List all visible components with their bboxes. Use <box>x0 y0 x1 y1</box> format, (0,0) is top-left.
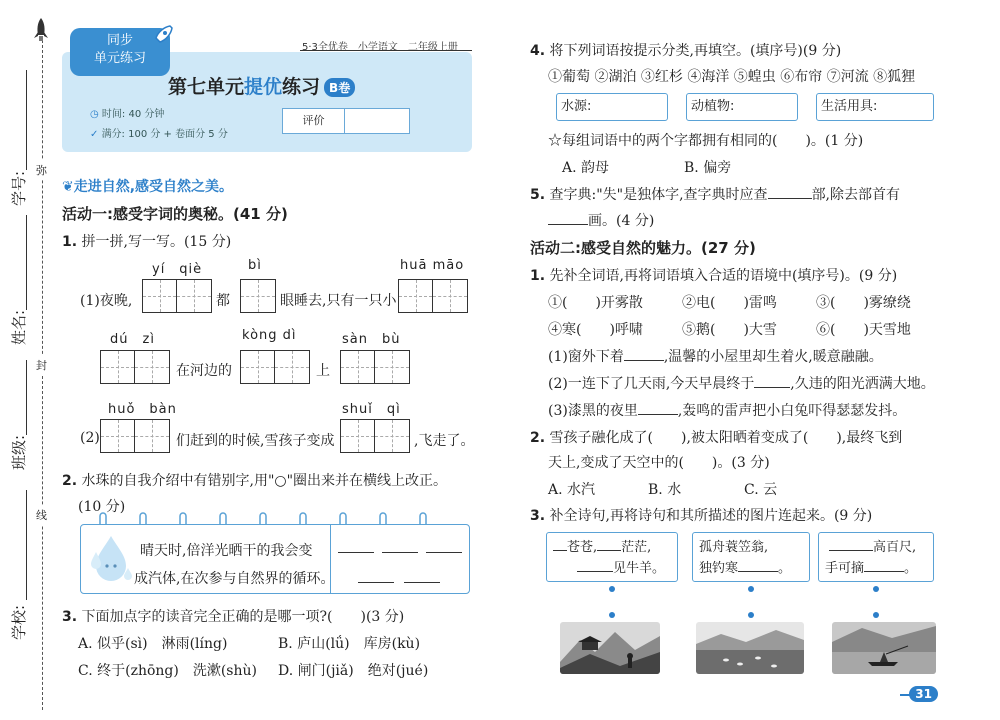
context-2-blank[interactable] <box>754 374 790 388</box>
q1-text: 拼一拼,写一写。(15 分) <box>81 234 232 250</box>
category-water-label: 水源: <box>561 99 592 114</box>
idiom-3[interactable]: ③( )雾缭绕 <box>816 295 911 311</box>
time-info <box>90 105 164 120</box>
q4-option-b[interactable]: B. 偏旁 <box>684 160 732 176</box>
score-text: 满分: 100 分 + 卷面分 5 分 <box>101 129 228 140</box>
question-3 <box>62 606 404 626</box>
title-part2: 提优 <box>244 76 283 98</box>
poem2-part-b: 独钓寒 <box>699 561 739 576</box>
a1-num: 1. <box>530 268 546 284</box>
q4-option-a[interactable]: A. 韵母 <box>562 160 610 176</box>
binding-char-feng: 封 <box>36 355 47 375</box>
binding-char-mi: 弥 <box>36 160 47 180</box>
a1-text: 先补全词语,再将词语填入合适的语境中(填序号)。(9 分) <box>549 268 898 284</box>
a2-option-a[interactable]: A. 水汽 <box>548 482 596 498</box>
pinyin-duzi: dú zì <box>110 332 155 347</box>
water-drop-icon <box>86 530 136 594</box>
evaluation-box <box>282 108 410 134</box>
pinyin-huamao: huā māo <box>400 258 465 273</box>
leaf-icon: ❦ <box>62 179 74 195</box>
writing-grid-bi[interactable] <box>240 279 276 313</box>
context-1 <box>548 346 883 366</box>
correction-blank-4[interactable] <box>358 582 394 583</box>
header-divider <box>300 50 472 51</box>
class-line[interactable] <box>26 360 27 435</box>
q1-num: 1. <box>62 234 78 250</box>
writing-grid-duzi[interactable] <box>100 350 170 384</box>
score-info <box>90 125 228 140</box>
title-part1: 第七单元 <box>168 76 245 98</box>
question-4 <box>530 40 841 60</box>
poem3-blank-1[interactable] <box>829 537 873 551</box>
correction-blank-2[interactable] <box>382 552 418 553</box>
context-3-a: (3)漆黑的夜里 <box>548 403 638 419</box>
q1-line2-b: 上 <box>316 363 330 379</box>
poem1-part-b: 茫茫, <box>621 540 652 555</box>
rocket-icon <box>33 18 49 42</box>
a2-question-2 <box>530 427 902 447</box>
poem1-blank-3[interactable] <box>577 558 613 572</box>
idiom-1[interactable]: ①( )开雾散 <box>548 295 643 311</box>
writing-grid-huamao[interactable] <box>398 279 468 313</box>
poem3-part-a: 高百尺, <box>873 540 917 555</box>
class-label: 班级: <box>10 434 28 470</box>
context-1-blank[interactable] <box>624 347 664 361</box>
poem1-part-a: 苍苍, <box>567 540 598 555</box>
poem1-blank-1[interactable] <box>553 537 567 551</box>
q1-line1-b: 都 <box>216 293 230 309</box>
writing-grid-kongdi[interactable] <box>240 350 310 384</box>
a2-question-3 <box>530 505 872 525</box>
q1-line2-a: 在河边的 <box>176 363 232 379</box>
q3-text: 下面加点字的读音完全正确的是哪一项?( )(3 分) <box>81 609 405 625</box>
context-3-b: ,轰鸣的雷声把小白兔吓得瑟瑟发抖。 <box>677 403 907 419</box>
poem2-part-a: 孤舟蓑笠翁, <box>699 540 769 555</box>
section-intro <box>62 176 233 196</box>
series-line1: 同步 <box>106 33 133 48</box>
q3-option-c[interactable]: C. 终于(zhōng) 洗漱(shù) <box>78 663 257 679</box>
q1-line3-c: ,飞走了。 <box>414 433 475 449</box>
a3-text: 补全诗句,再将诗句和其所描述的图片连起来。(9 分) <box>549 508 873 524</box>
match-dot-poem-3[interactable] <box>873 586 879 592</box>
poem2-blank[interactable] <box>738 558 778 572</box>
writing-grid-yiqie[interactable] <box>142 279 212 313</box>
stroke-count-blank[interactable] <box>548 211 588 225</box>
a2-question-1 <box>530 265 897 285</box>
q3-num: 3. <box>62 609 78 625</box>
correction-blank-5[interactable] <box>404 582 440 583</box>
pinyin-shuiqi: shuǐ qì <box>342 402 401 417</box>
grassland-image <box>696 622 804 674</box>
a2-num: 2. <box>530 430 546 446</box>
name-label: 姓名: <box>10 309 28 345</box>
snow-fishing-image <box>832 622 936 674</box>
match-dot-poem-2[interactable] <box>748 586 754 592</box>
q2-text: 水珠的自我介绍中有错别字,用"○"圈出来并在横线上改正。 <box>81 473 448 489</box>
page-number: 31 <box>909 686 938 702</box>
context-1-a: (1)窗外下着 <box>548 349 624 365</box>
writing-grid-shuiqi[interactable] <box>340 419 410 453</box>
context-2-a: (2)一连下了几天雨,今天早晨终于 <box>548 376 755 392</box>
activity1-title: 活动一:感受字词的奥秘。(41 分) <box>62 205 288 223</box>
student-id-label: 学号: <box>10 170 28 206</box>
match-dot-poem-1[interactable] <box>609 586 615 592</box>
match-dot-pic-3[interactable] <box>873 612 879 618</box>
correction-blank-3[interactable] <box>426 552 462 553</box>
a2-text: 雪孩子融化成了( ),被太阳晒着变成了( ),最终飞到 <box>549 430 903 446</box>
a2-option-c[interactable]: C. 云 <box>744 482 778 498</box>
q5-line2 <box>548 210 654 230</box>
q4-words: ①葡萄 ②湖泊 ③红杉 ④海洋 ⑤蝗虫 ⑥布帘 ⑦河流 ⑧狐狸 <box>548 69 916 85</box>
idiom-4[interactable]: ④寒( )呼啸 <box>548 322 643 338</box>
question-5 <box>530 184 900 204</box>
binding-char-xian: 线 <box>36 505 47 525</box>
writing-grid-huoban[interactable] <box>100 419 170 453</box>
rocket-badge-icon <box>150 24 174 52</box>
writing-grid-sanbu[interactable] <box>340 350 410 384</box>
activity2-title: 活动二:感受自然的魅力。(27 分) <box>530 239 756 257</box>
binding-dashed-line <box>42 40 43 710</box>
a3-num: 3. <box>530 508 546 524</box>
pavilion-mountain-image <box>560 622 660 674</box>
category-water[interactable] <box>556 93 668 121</box>
q2-points: (10 分) <box>78 499 126 515</box>
section-intro-text: 走进自然,感受自然之美。 <box>73 179 234 195</box>
poem3-part-b: 手可摘 <box>825 561 865 576</box>
evaluation-label: 评价 <box>283 109 345 133</box>
question-2 <box>62 470 447 490</box>
a2-option-b[interactable]: B. 水 <box>648 482 682 498</box>
context-3-blank[interactable] <box>638 401 678 415</box>
poem1-blank-2[interactable] <box>597 537 621 551</box>
idiom-6[interactable]: ⑥( )天雪地 <box>816 322 911 338</box>
q5-text-b: 部,除去部首有 <box>811 187 901 203</box>
radical-blank[interactable] <box>768 185 812 199</box>
check-icon: ✓ <box>90 129 102 140</box>
q3-option-a[interactable]: A. 似乎(sì) 淋雨(líng) <box>78 636 228 652</box>
poem-box-1 <box>546 532 678 582</box>
poem1-part-c: 见牛羊。 <box>613 561 666 576</box>
q5-num: 5. <box>530 187 546 203</box>
q1-line3-a: (2) <box>80 430 100 446</box>
book-info: 5·3全优卷 小学语文 二年级上册 <box>302 42 458 53</box>
passage-line-1: 晴天时,倍洋光晒干的我会变 <box>140 543 313 559</box>
q1-line1-a: (1)夜晚, <box>80 293 133 309</box>
pinyin-bi: bì <box>248 258 262 273</box>
q4-text: 将下列词语按提示分类,再填空。(填序号)(9 分) <box>549 43 842 59</box>
poem3-blank-2[interactable] <box>864 558 904 572</box>
category-life[interactable] <box>686 93 798 121</box>
title-part3: 练习 <box>282 76 321 98</box>
correction-blank-1[interactable] <box>338 552 374 553</box>
q5-text-a: 查字典:"失"是独体字,查字典时应查 <box>549 187 768 203</box>
context-2-b: ,久违的阳光洒满大地。 <box>790 376 935 392</box>
category-items[interactable] <box>816 93 934 121</box>
page-title <box>168 72 355 99</box>
category-items-label: 生活用具: <box>821 99 878 114</box>
time-text: 时间: 40 分钟 <box>101 109 165 120</box>
poem-box-2: 孤舟蓑笠翁, 独钓寒 。 <box>692 532 810 582</box>
a2-text-line2: 天上,变成了天空中的( )。(3 分) <box>548 455 770 471</box>
name-line[interactable] <box>26 215 27 310</box>
q4-star-question: ☆每组词语中的两个字都拥有相同的( )。(1 分) <box>548 133 864 149</box>
q5-text-c: 画。(4 分) <box>588 213 655 229</box>
q2-num: 2. <box>62 473 78 489</box>
q3-option-d[interactable]: D. 闸门(jiǎ) 绝对(jué) <box>278 663 429 679</box>
idiom-2[interactable]: ②电( )雷鸣 <box>682 295 777 311</box>
volume-badge: B卷 <box>324 78 355 97</box>
match-dot-pic-2[interactable] <box>748 612 754 618</box>
student-id-line[interactable] <box>26 70 27 170</box>
idiom-5[interactable]: ⑤鹅( )大雪 <box>682 322 777 338</box>
category-life-label: 动植物: <box>691 99 735 114</box>
passage-line-2: 成汽体,在次参与自然界的循环。 <box>134 571 335 587</box>
pinyin-sanbu: sàn bù <box>342 332 401 347</box>
q1-line1-c: 眼睡去,只有一只小 <box>280 293 397 309</box>
series-line2: 单元练习 <box>93 51 146 66</box>
q3-option-b[interactable]: B. 庐山(lǘ) 库房(kù) <box>278 636 421 652</box>
school-line[interactable] <box>26 490 27 600</box>
pinyin-yiqie: yí qiè <box>152 262 203 277</box>
spiral-binding <box>80 512 470 524</box>
context-1-b: ,温馨的小屋里却生着火,暖意融融。 <box>663 349 883 365</box>
poem-box-3: 高百尺, 手可摘 。 <box>818 532 934 582</box>
clock-icon: ◷ <box>90 109 102 120</box>
school-label: 学校: <box>10 604 28 640</box>
evaluation-field[interactable] <box>345 109 409 133</box>
context-2 <box>548 373 935 393</box>
match-dot-pic-1[interactable] <box>609 612 615 618</box>
q1-line3-b: 们赶到的时候,雪孩子变成 <box>176 433 335 449</box>
context-3 <box>548 400 906 420</box>
panel-divider <box>330 524 331 594</box>
q4-num: 4. <box>530 43 546 59</box>
pinyin-kongdi: kòng dì <box>242 328 297 343</box>
pinyin-huoban: huǒ bàn <box>108 402 177 417</box>
question-1 <box>62 231 231 251</box>
